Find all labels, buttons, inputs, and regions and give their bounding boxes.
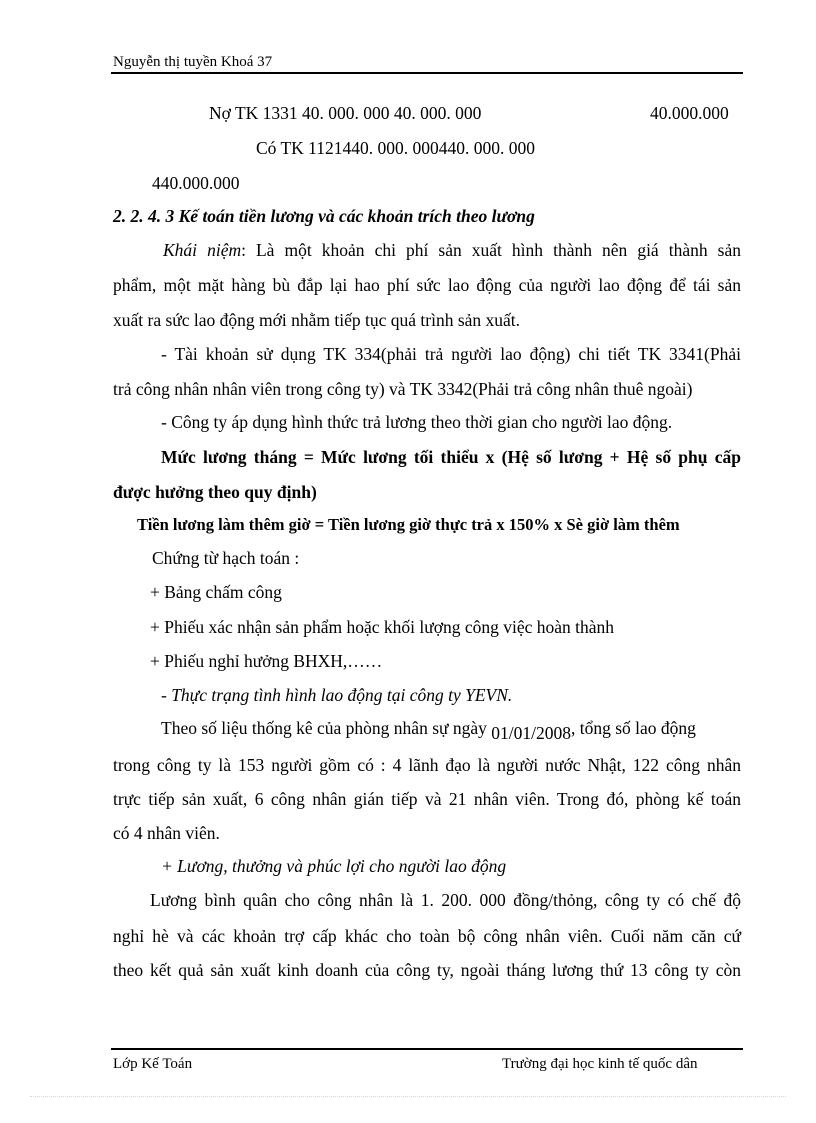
benefits-line-1: Lương bình quân cho công nhân là 1. 200. 000 đồng/thỏng, công ty có chế độ: [150, 890, 741, 910]
documents-item: + Bảng chấm công: [150, 582, 282, 602]
debit-entry: Nợ TK 1331 40. 000. 000 40. 000. 000: [209, 103, 482, 123]
concept-label: Khái niệm: [163, 240, 242, 260]
documents-title: Chứng từ hạch toán :: [152, 548, 300, 568]
debit-amount: 40.000.000: [650, 103, 729, 123]
situation-heading: - Thực trạng tình hình lao động tại công ty YEVN.: [161, 685, 513, 705]
page-edge-dots: [30, 1096, 786, 1097]
benefits-heading: + Lương, thưởng và phúc lợi cho người lao động: [161, 856, 507, 876]
concept-line-3: xuất ra sức lao động mới nhằm tiếp tục quá trình sản xuất.: [113, 310, 521, 330]
stats-text-a: Theo số liệu thống kê của phòng nhân sự ngày: [161, 718, 487, 738]
section-heading: 2. 2. 4. 3 Kế toán tiền lương và các khoản trích theo lương: [113, 206, 535, 226]
benefits-line-2: nghỉ hè và các khoản trợ cấp khác cho toàn bộ công nhân viên. Cuối năm căn cứ: [113, 926, 741, 946]
stats-line-3: trực tiếp sản xuất, 6 công nhân gián tiếp và 21 nhân viên. Trong đó, phòng kế toán: [113, 789, 741, 809]
footer-rule: [111, 1048, 743, 1050]
concept-line-1: [163, 242, 741, 260]
stats-line-4: có 4 nhân viên.: [113, 823, 220, 843]
stats-line-1: [161, 718, 696, 743]
concept-text: : Là một khoản chi phí sản xuất hình thành nên giá thành sản: [241, 240, 741, 260]
accounts-line-2: trả công nhân nhân viên trong công ty) và TK 3342(Phải trả công nhân thuê ngoài): [113, 379, 693, 399]
footer-left: Lớp Kế Toán: [113, 1056, 193, 1072]
footer-right: Trường đại học kinh tế quốc dân: [502, 1056, 698, 1072]
stats-text-b: , tổng số lao động: [571, 718, 696, 738]
stats-date: 01/01/2008: [491, 723, 571, 743]
stats-line-2: trong công ty là 153 người gồm có : 4 lãnh đạo là người nước Nhật, 122 công nhân: [113, 755, 741, 775]
credit-amount: 440.000.000: [152, 173, 240, 193]
documents-item: + Phiếu nghỉ hưởng BHXH,……: [150, 651, 383, 671]
benefits-line-3: theo kết quả sản xuất kinh doanh của công ty, ngoài tháng lương thứ 13 công ty còn: [113, 960, 741, 980]
page-header: Nguyễn thị tuyền Khoá 37: [113, 54, 273, 70]
credit-entry: Có TK 1121440. 000. 000440. 000. 000: [256, 138, 536, 158]
formula-monthly-line-2: được hưởng theo quy định): [113, 482, 317, 502]
formula-monthly-line-1: Mức lương tháng = Mức lương tối thiểu x (Hệ số lương + Hệ số phụ cấp: [161, 447, 741, 467]
concept-line-2: phẩm, một mặt hàng bù đắp lại hao phí sức lao động của người lao động để tái sản: [113, 275, 741, 295]
formula-overtime: Tiền lương làm thêm giờ = Tiền lương giờ thực trả x 150% x Sè giờ làm thêm: [137, 515, 680, 534]
header-rule: [111, 72, 743, 74]
accounts-line-1: - Tài khoản sử dụng TK 334(phải trả người lao động) chi tiết TK 3341(Phải: [161, 344, 741, 364]
method-line: - Công ty áp dụng hình thức trả lương theo thời gian cho người lao động.: [161, 412, 673, 432]
documents-item: + Phiếu xác nhận sản phẩm hoặc khối lượng công việc hoàn thành: [150, 617, 615, 637]
